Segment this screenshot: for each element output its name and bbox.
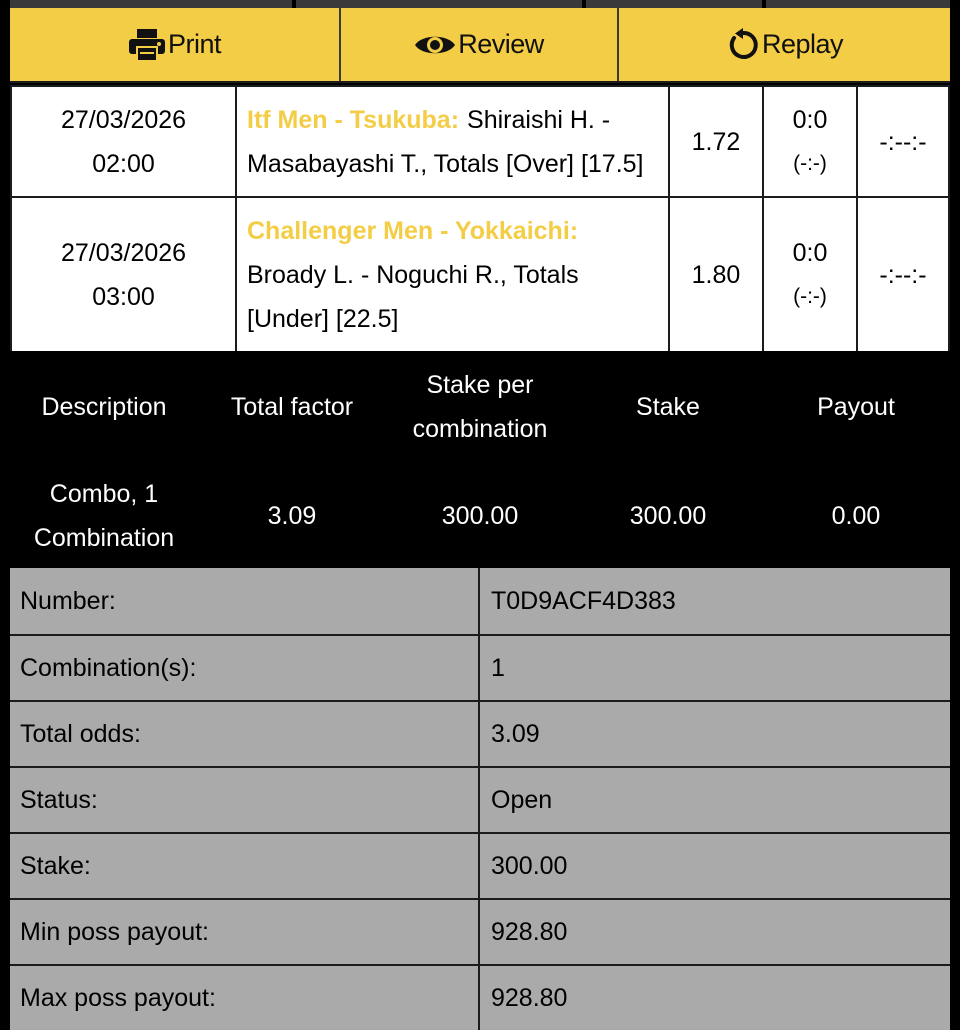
bet-details — [10, 568, 950, 1030]
selection-score-detail: (-:-) — [793, 284, 827, 308]
header-description: Description — [41, 393, 167, 421]
selection-time: 03:00 — [92, 282, 155, 311]
selection-row — [11, 86, 949, 197]
selection-score-cell — [763, 197, 857, 352]
detail-label: Total odds: — [10, 702, 480, 766]
detail-label: Combination(s): — [10, 636, 480, 700]
review-label: Review — [458, 29, 544, 59]
detail-row-min-payout — [10, 898, 950, 964]
value-payout: 0.00 — [831, 501, 881, 530]
selections-table — [10, 85, 950, 353]
selection-datetime — [11, 86, 236, 197]
value-total-factor: 3.09 — [267, 501, 317, 530]
selection-league: Challenger Men - Yokkaichi: — [247, 216, 579, 245]
selection-result: -:--:- — [857, 86, 949, 197]
detail-label: Min poss payout: — [10, 900, 480, 964]
value-description: Combo, 1 Combination — [33, 479, 175, 552]
detail-value: 300.00 — [491, 851, 568, 880]
summary-header-row — [10, 351, 950, 463]
replay-icon — [726, 28, 760, 62]
value-stake: 300.00 — [629, 501, 707, 530]
selection-datetime — [11, 197, 236, 352]
eye-icon — [414, 31, 456, 59]
top-strip-segment — [296, 0, 582, 8]
header-payout: Payout — [817, 393, 895, 421]
review-button[interactable] — [341, 8, 619, 81]
selection-event — [236, 197, 669, 352]
detail-value: Open — [491, 785, 553, 814]
detail-value: T0D9ACF4D383 — [491, 586, 676, 615]
detail-row-number — [10, 568, 950, 634]
print-label: Print — [167, 29, 222, 59]
value-stake-per-combination: 300.00 — [441, 501, 519, 530]
toolbar — [10, 8, 950, 83]
detail-row-combinations — [10, 634, 950, 700]
bet-summary — [10, 351, 950, 568]
header-stake-per-combination: Stake per combination — [412, 371, 548, 443]
selection-score: 0:0 — [792, 238, 828, 267]
summary-value-row — [10, 463, 950, 568]
selection-row — [11, 197, 949, 352]
selection-score: 0:0 — [792, 105, 828, 134]
selection-score-detail: (-:-) — [793, 151, 827, 175]
selection-date: 27/03/2026 — [60, 238, 187, 267]
selection-result: -:--:- — [857, 197, 949, 352]
selection-event — [236, 86, 669, 197]
selection-score-cell — [763, 86, 857, 197]
selection-date: 27/03/2026 — [60, 105, 187, 134]
selection-time: 02:00 — [92, 149, 155, 178]
detail-row-max-payout — [10, 964, 950, 1030]
top-strip-segment — [766, 0, 950, 8]
top-strip-segment — [586, 0, 762, 8]
header-stake: Stake — [636, 393, 700, 421]
printer-icon — [128, 28, 166, 62]
top-strip-segment — [10, 0, 292, 8]
print-button[interactable] — [10, 8, 341, 81]
detail-label: Number: — [10, 568, 480, 634]
detail-value: 928.80 — [491, 983, 568, 1012]
detail-value: 1 — [491, 653, 505, 682]
selection-odds: 1.80 — [669, 197, 763, 352]
replay-button[interactable] — [619, 8, 950, 81]
detail-row-stake — [10, 832, 950, 898]
top-strip — [0, 0, 960, 8]
detail-value: 3.09 — [491, 719, 540, 748]
selection-league: Itf Men - Tsukuba: — [247, 105, 460, 134]
header-total-factor: Total factor — [230, 393, 354, 421]
detail-label: Status: — [10, 768, 480, 832]
detail-label: Stake: — [10, 834, 480, 898]
replay-label: Replay — [761, 29, 844, 59]
detail-value: 928.80 — [491, 917, 568, 946]
selection-market: Shiraishi H. - Masabayashi T., Totals [Over] [17.5] — [247, 105, 644, 178]
detail-label: Max poss payout: — [10, 966, 480, 1030]
detail-row-total-odds — [10, 700, 950, 766]
selection-odds: 1.72 — [669, 86, 763, 197]
selection-market: Broady L. - Noguchi R., Totals [Under] [22.5] — [247, 260, 579, 333]
detail-row-status — [10, 766, 950, 832]
